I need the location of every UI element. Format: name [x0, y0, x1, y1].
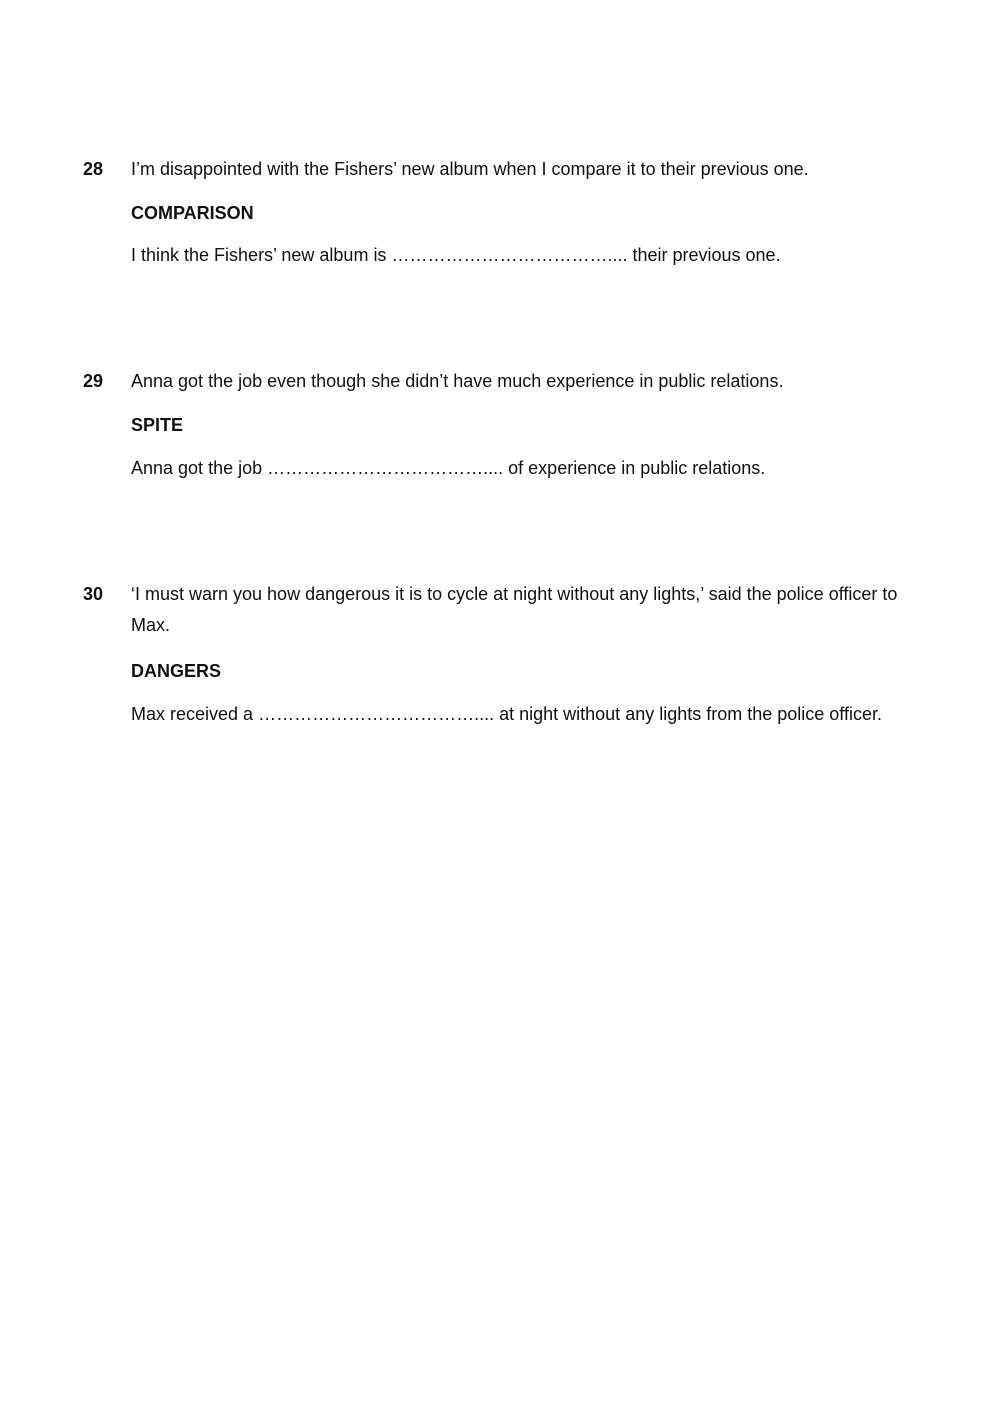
- keyword: DANGERS: [131, 661, 222, 681]
- question-body: [131, 154, 921, 266]
- question-number: 28: [83, 159, 104, 179]
- answer-line: [131, 457, 921, 479]
- original-sentence: ‘I must warn you how dangerous it is to cycle at night without any lights,’ said the police officer to Max.: [131, 584, 898, 635]
- answer-gap[interactable]: ………………………………....: [391, 245, 628, 265]
- original-sentence: Anna got the job even though she didn’t have much experience in public relations.: [131, 371, 784, 391]
- keyword: SPITE: [131, 415, 184, 435]
- answer-before: Max received a: [131, 704, 254, 724]
- question-body: [131, 579, 921, 725]
- keyword: COMPARISON: [131, 203, 254, 223]
- answer-before: I think the Fishers’ new album is: [131, 245, 387, 265]
- question-number: 30: [83, 584, 104, 604]
- original-sentence: I’m disappointed with the Fishers’ new album when I compare it to their previous one.: [131, 159, 809, 179]
- answer-gap[interactable]: ………………………………....: [258, 704, 495, 724]
- answer-line: [131, 703, 921, 725]
- answer-before: Anna got the job: [131, 458, 263, 478]
- answer-after: their previous one.: [632, 245, 781, 265]
- question-body: [131, 366, 921, 479]
- answer-after: of experience in public relations.: [508, 458, 766, 478]
- answer-gap[interactable]: ………………………………....: [267, 458, 504, 478]
- answer-line: [131, 244, 921, 266]
- answer-after: at night without any lights from the police officer.: [499, 704, 882, 724]
- question-number: 29: [83, 371, 104, 391]
